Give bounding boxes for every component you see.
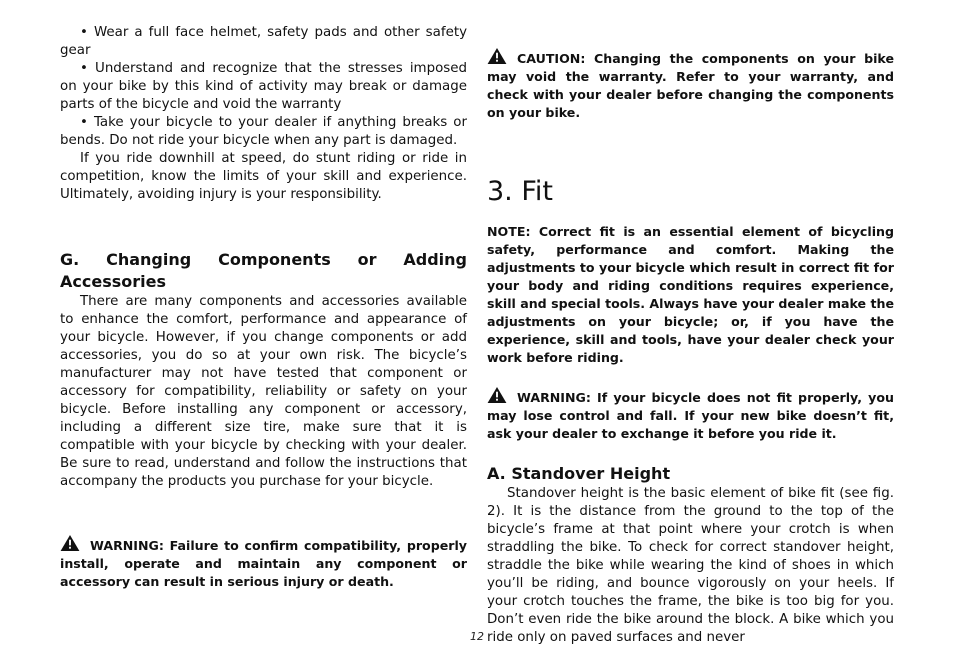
section-g-title: G. Changing Components or Adding Accessories xyxy=(60,250,467,291)
left-column xyxy=(60,24,467,591)
right-column xyxy=(487,24,894,647)
fit-note: NOTE: Correct fit is an essential element of bicycling safety, performance and comfort. Making the adjustments to your bicycle which result in correct fit for your body and riding conditions requires experience, skill and special tools. Always have your dealer make the adjustments on your bicycle; or, if you have the experience, skill and tools, have your dealer check your work before riding. xyxy=(487,224,894,365)
warning-triangle-icon xyxy=(487,387,507,403)
fit-warning-text: WARNING: If your bicycle does not fit properly, you may lose control and fall. If your new bike doesn’t fit, ask your dealer to exchange it before you ride it. xyxy=(487,390,894,441)
chapter-title: 3. Fit xyxy=(487,176,553,207)
stunt-paragraph: If you ride downhill at speed, do stunt riding or ride in competition, know the limits of your skill and experience. Ultimately, avoiding injury is your responsibility. xyxy=(60,151,467,202)
compatibility-warning xyxy=(60,535,467,591)
section-a-body: Standover height is the basic element of bike fit (see fig. 2). It is the distance from the ground to the top of the bicycle’s frame at that point where your crotch is when straddling the bike. To check for correct standover height, straddle the bike while wearing the kind of shoes in which you’ll be riding, and bounce vigorously on your heels. If your crotch touches the frame, the bike is too big for you. Don’t even ride the bike around the block. A bike which you ride only on paved surfaces and never xyxy=(487,486,894,645)
warranty-caution xyxy=(487,48,894,122)
section-a-title: A. Standover Height xyxy=(487,464,671,483)
section-g-body: There are many components and accessories available to enhance the comfort, performance and appearance of your bicycle. However, if you change components or add accessories, you do so at your own risk. The bicycle’s manufacturer may not have tested that component or accessory for compatibility, reliability or safety on your bicycle. Before installing any component or accessory, including a different size tire, make sure that it is compatible with your bicycle by checking with your dealer. Be sure to read, understand and follow the instructions that accompany the products you purchase for your bicycle. xyxy=(60,294,467,489)
compatibility-warning-text: WARNING: Failure to confirm compatibility, properly install, operate and maintain any component or accessory can result in serious injury or death. xyxy=(60,538,467,589)
warning-triangle-icon xyxy=(487,48,507,64)
warranty-caution-text: CAUTION: Changing the components on your bike may void the warranty. Refer to your warranty, and check with your dealer before changing the components on your bike. xyxy=(487,51,894,120)
bullet-safety-gear: • Wear a full face helmet, safety pads and other safety gear xyxy=(60,25,467,58)
bullet-dealer: • Take your bicycle to your dealer if anything breaks or bends. Do not ride your bicycle when any part is damaged. xyxy=(60,115,467,148)
page-number: 12 xyxy=(470,630,484,643)
warning-triangle-icon xyxy=(60,535,80,551)
fit-warning xyxy=(487,387,894,443)
bullet-stresses: • Understand and recognize that the stresses imposed on your bike by this kind of activity may break or damage parts of the bicycle and void the warranty xyxy=(60,61,467,112)
